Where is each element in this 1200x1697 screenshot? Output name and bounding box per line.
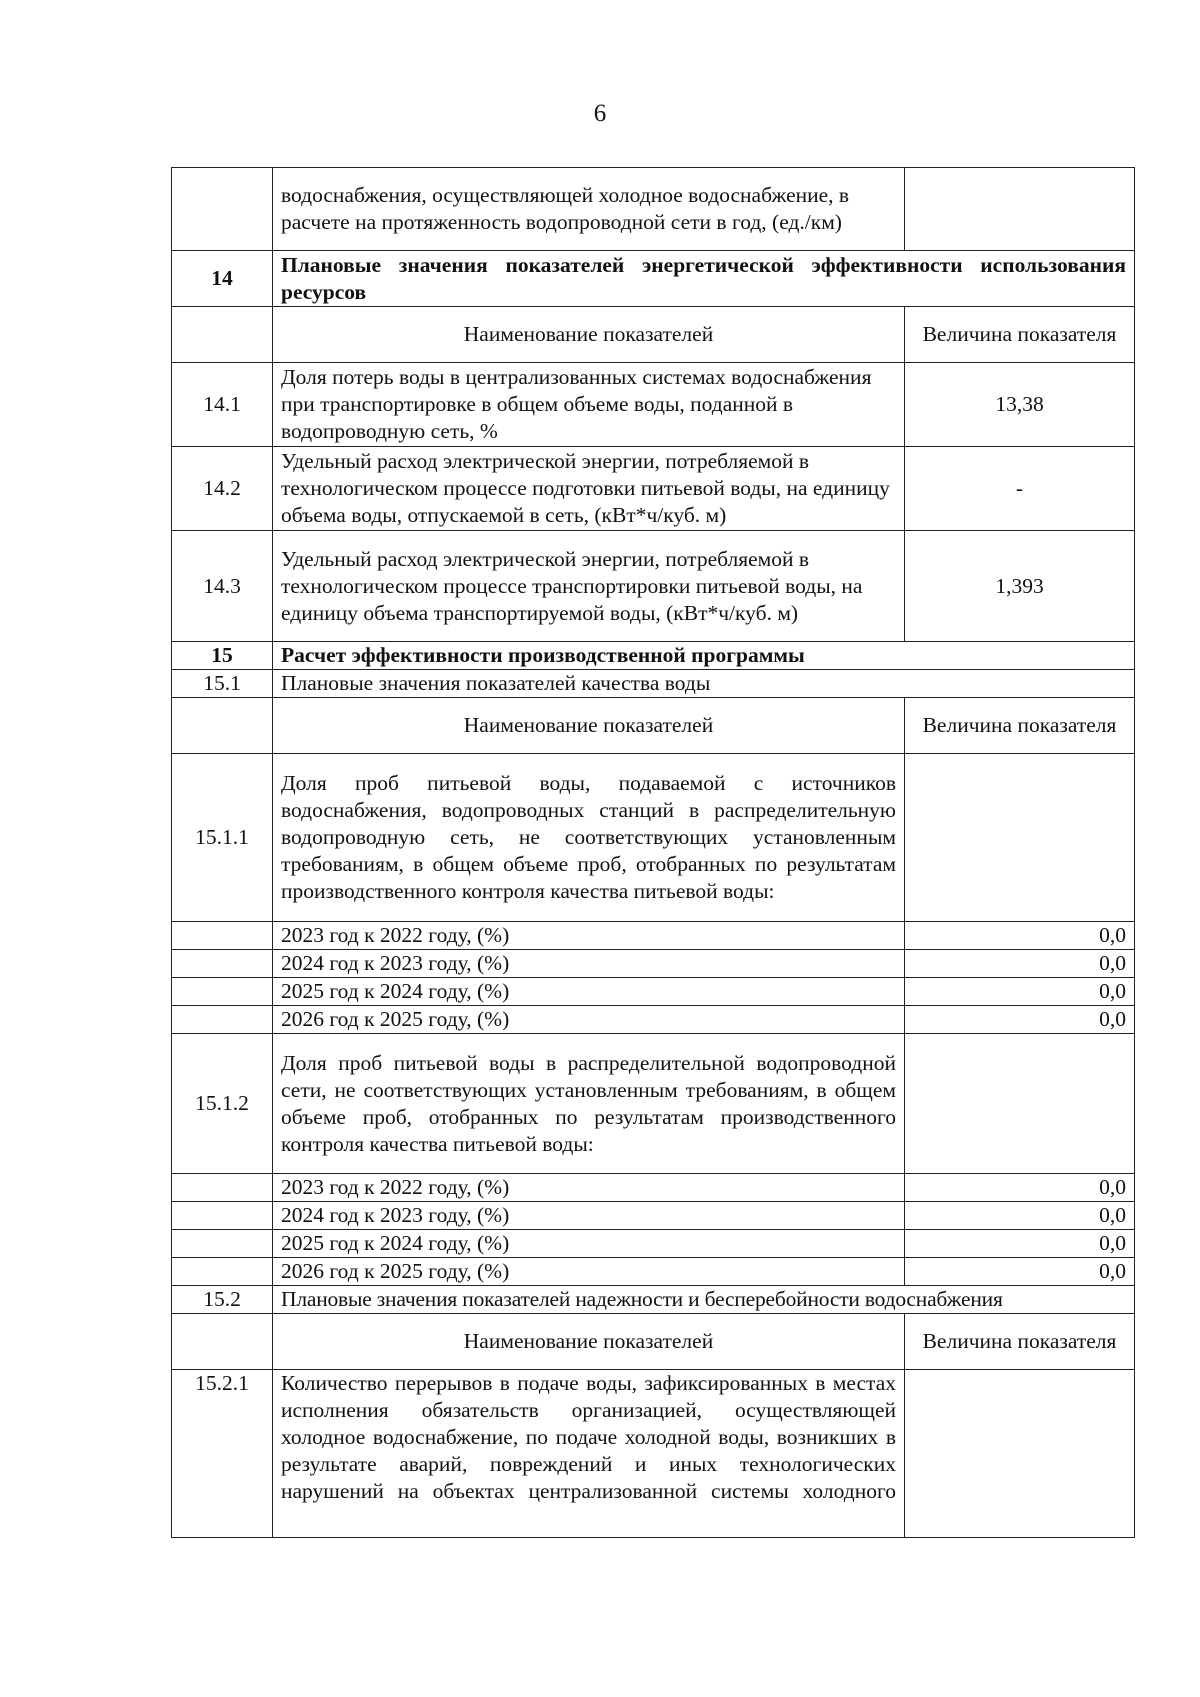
indicator-value (905, 168, 1135, 251)
table-row (172, 363, 1135, 447)
row-number-cell (172, 1258, 273, 1286)
section-title: Расчет эффективности производственной программы (273, 642, 1135, 670)
table-row (172, 531, 1135, 642)
year-value: 0,0 (905, 1230, 1135, 1258)
year-row (172, 1230, 1135, 1258)
row-number-cell (172, 978, 273, 1006)
subsection-title: Плановые значения показателей качества воды (273, 670, 1135, 698)
header-row (172, 307, 1135, 363)
section-row-15 (172, 642, 1135, 670)
table-row (172, 1370, 1135, 1538)
table-row (172, 1034, 1135, 1174)
indicator-text: Удельный расход электрической энергии, потребляемой в технологическом процессе подготовки питьевой воды, на единицу объема воды, отпускаемой в сеть, (кВт*ч/куб. м) (273, 447, 905, 531)
column-header-name: Наименование показателей (273, 698, 905, 754)
row-number: 14.1 (172, 363, 273, 447)
year-row (172, 978, 1135, 1006)
row-number: 14 (172, 251, 273, 307)
year-label: 2026 год к 2025 году, (%) (273, 1006, 905, 1034)
indicator-value: 1,393 (905, 531, 1135, 642)
row-number: 15.1.1 (172, 754, 273, 922)
year-label: 2025 год к 2024 году, (%) (273, 978, 905, 1006)
column-header-value: Величина показателя (905, 698, 1135, 754)
indicator-text: Доля проб питьевой воды в распределительной водопроводной сети, не соответствующих установленным требованиям, в общем объеме проб, отобранных по результатам производственного контроля качества питьевой воды: (273, 1034, 905, 1174)
row-number-cell (172, 1006, 273, 1034)
subsection-title: Плановые значения показателей надежности и бесперебойности водоснабжения (273, 1286, 1135, 1314)
subsection-row (172, 1286, 1135, 1314)
year-row (172, 1258, 1135, 1286)
year-row (172, 1202, 1135, 1230)
column-header-name: Наименование показателей (273, 307, 905, 363)
year-value: 0,0 (905, 950, 1135, 978)
year-value: 0,0 (905, 978, 1135, 1006)
year-label: 2025 год к 2024 году, (%) (273, 1230, 905, 1258)
row-number-cell (172, 307, 273, 363)
indicator-text: Доля проб питьевой воды, подаваемой с источников водоснабжения, водопроводных станций в распределительную водопроводную сеть, не соответствующих установленным требованиям, в общем объеме проб, отобранных по результатам производственного контроля качества питьевой воды: (273, 754, 905, 922)
indicator-text: Доля потерь воды в централизованных системах водоснабжения при транспортировке в общем объеме воды, поданной в водопроводную сеть, % (273, 363, 905, 447)
table-row (172, 447, 1135, 531)
section-title: Плановые значения показателей энергетической эффективности использования ресурсов (273, 251, 1135, 307)
year-label: 2023 год к 2022 году, (%) (273, 1174, 905, 1202)
year-value: 0,0 (905, 922, 1135, 950)
row-number: 15 (172, 642, 273, 670)
row-number-cell (172, 1230, 273, 1258)
year-value: 0,0 (905, 1006, 1135, 1034)
section-row-14 (172, 251, 1135, 307)
year-value: 0,0 (905, 1258, 1135, 1286)
row-number: 15.1 (172, 670, 273, 698)
column-header-name: Наименование показателей (273, 1314, 905, 1370)
indicators-table (171, 167, 1135, 1538)
row-number: 15.1.2 (172, 1034, 273, 1174)
year-label: 2024 год к 2023 году, (%) (273, 950, 905, 978)
header-row (172, 1314, 1135, 1370)
row-number: 14.3 (172, 531, 273, 642)
indicator-value: 13,38 (905, 363, 1135, 447)
row-number: 14.2 (172, 447, 273, 531)
indicator-value (905, 1034, 1135, 1174)
indicator-text: водоснабжения, осуществляющей холодное водоснабжение, в расчете на протяженность водопроводной сети в год, (ед./км) (273, 168, 905, 251)
row-number-cell (172, 1202, 273, 1230)
indicator-text: Удельный расход электрической энергии, потребляемой в технологическом процессе транспортировки питьевой воды, на единицу объема транспортируемой воды, (кВт*ч/куб. м) (273, 531, 905, 642)
table-row (172, 754, 1135, 922)
year-row (172, 950, 1135, 978)
row-number-cell (172, 1314, 273, 1370)
subsection-row (172, 670, 1135, 698)
year-value: 0,0 (905, 1174, 1135, 1202)
row-number: 15.2 (172, 1286, 273, 1314)
header-row (172, 698, 1135, 754)
indicator-value (905, 754, 1135, 922)
year-value: 0,0 (905, 1202, 1135, 1230)
year-row (172, 1006, 1135, 1034)
year-label: 2023 год к 2022 году, (%) (273, 922, 905, 950)
page-number: 6 (593, 100, 607, 127)
indicator-text: Количество перерывов в подаче воды, зафиксированных в местах исполнения обязательств организацией, осуществляющей холодное водоснабжение, по подаче холодной воды, возникших в результате аварий, повреждений и иных технологических нарушений на объектах централизованной системы холодного (273, 1370, 905, 1538)
row-number-cell (172, 950, 273, 978)
row-number-cell (172, 698, 273, 754)
column-header-value: Величина показателя (905, 307, 1135, 363)
year-label: 2026 год к 2025 году, (%) (273, 1258, 905, 1286)
table-row (172, 168, 1135, 251)
year-row (172, 1174, 1135, 1202)
indicator-value: - (905, 447, 1135, 531)
year-row (172, 922, 1135, 950)
row-number-cell (172, 922, 273, 950)
row-number-cell (172, 1174, 273, 1202)
column-header-value: Величина показателя (905, 1314, 1135, 1370)
row-number: 15.2.1 (172, 1370, 273, 1538)
row-number-cell (172, 168, 273, 251)
indicator-value (905, 1370, 1135, 1538)
year-label: 2024 год к 2023 году, (%) (273, 1202, 905, 1230)
